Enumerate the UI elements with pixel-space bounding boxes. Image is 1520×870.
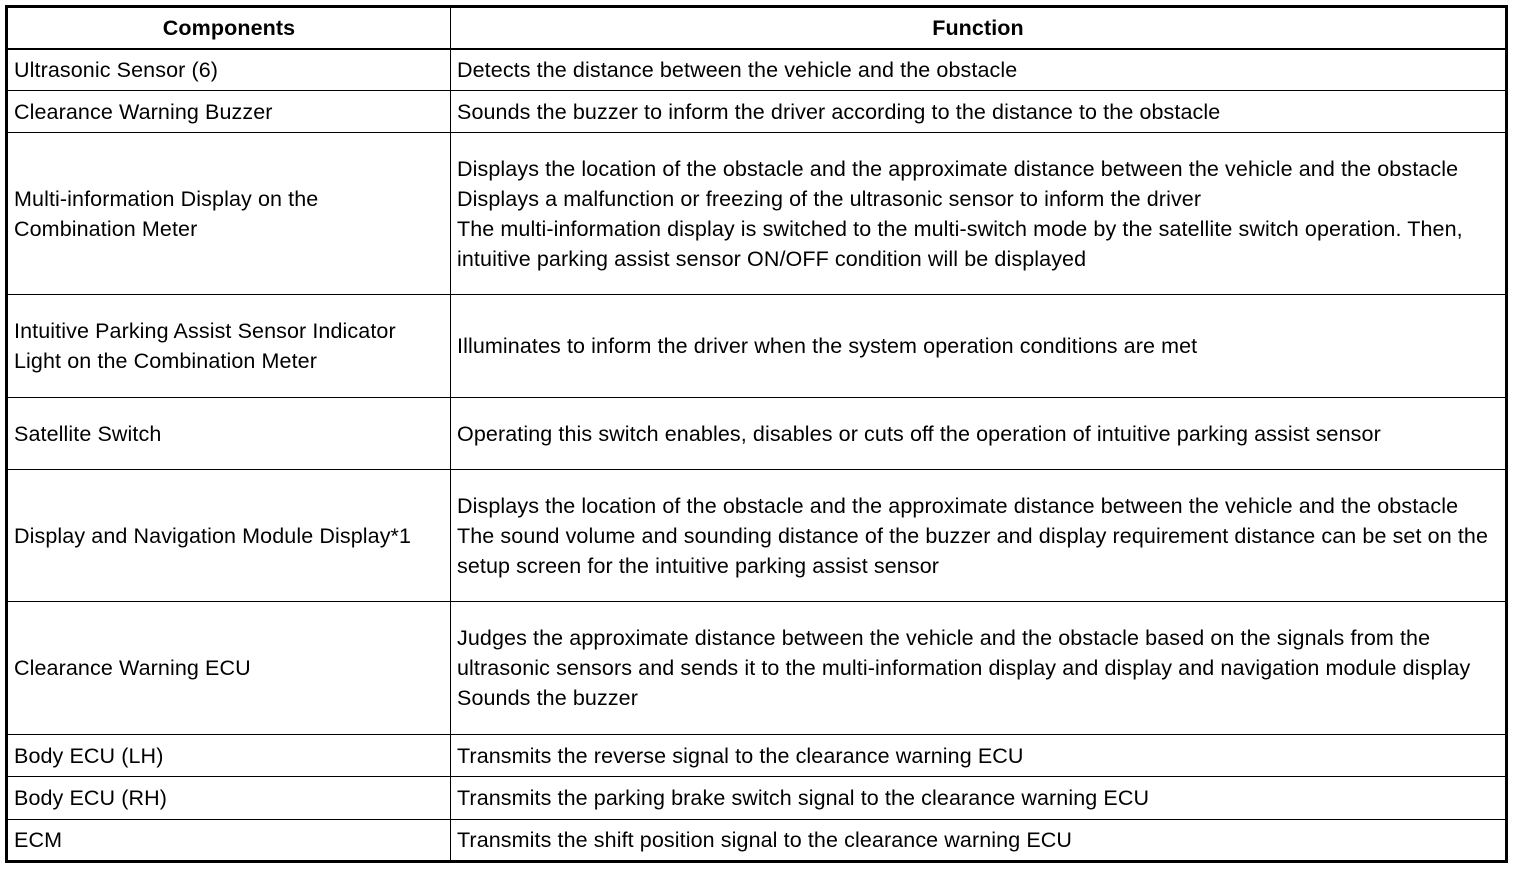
components-table-container [5,5,1508,863]
function-line: Displays the location of the obstacle and the approximate distance between the vehicle and the obstacle [457,493,1459,518]
function-cell [451,91,1507,133]
function-line: Transmits the parking brake switch signal to the clearance warning ECU [457,786,1150,810]
function-cell [451,49,1507,91]
component-cell: Display and Navigation Module Display*1 [7,470,451,602]
function-line: Sounds the buzzer [457,686,638,710]
component-cell: ECM [7,820,451,862]
function-cell [451,602,1507,735]
function-line: Operating this switch enables, disables or cuts off the operation of intuitive parking assist sensor [457,421,1381,446]
table-row [7,398,1507,470]
function-line: The multi-information display is switched to the multi-switch mode by the satellite switch operation. Then, intuitive parking assist sensor ON/OFF condition will be displayed [457,216,1463,271]
component-cell: Ultrasonic Sensor (6) [7,49,451,91]
table-row [7,820,1507,862]
function-line: Judges the approximate distance between the vehicle and the obstacle based on the signals from the ultrasonic sensors and sends it to the multi-information display and display and navigation module display [457,626,1471,680]
function-cell [451,398,1507,470]
function-line: Detects the distance between the vehicle and the obstacle [457,57,1018,82]
function-cell [451,735,1507,777]
component-cell: Body ECU (RH) [7,777,451,820]
function-cell [451,777,1507,820]
function-line: Transmits the reverse signal to the clearance warning ECU [457,743,1024,768]
table-row [7,49,1507,91]
component-cell: Clearance Warning Buzzer [7,91,451,133]
function-line: Displays the location of the obstacle and the approximate distance between the vehicle and the obstacle [457,156,1459,181]
component-cell: Satellite Switch [7,398,451,470]
function-line: Sounds the buzzer to inform the driver according to the distance to the obstacle [457,99,1221,124]
table-row [7,602,1507,735]
component-cell: Body ECU (LH) [7,735,451,777]
header-components: Components [7,7,451,49]
function-line: Transmits the shift position signal to the clearance warning ECU [457,828,1073,852]
table-row [7,777,1507,820]
function-cell [451,295,1507,398]
function-cell [451,470,1507,602]
function-line: The sound volume and sounding distance of the buzzer and display requirement distance can be set on the setup screen for the intuitive parking assist sensor [457,523,1489,578]
header-function: Function [451,7,1507,49]
table-row [7,133,1507,295]
table-row [7,91,1507,133]
function-cell [451,820,1507,862]
header-row [7,7,1507,49]
function-cell [451,133,1507,295]
function-line: Displays a malfunction or freezing of the ultrasonic sensor to inform the driver [457,186,1202,211]
table-row [7,470,1507,602]
components-function-table [5,5,1508,863]
table-row [7,295,1507,398]
table-row [7,735,1507,777]
function-line: Illuminates to inform the driver when the system operation conditions are met [457,334,1198,358]
component-cell: Intuitive Parking Assist Sensor Indicator Light on the Combination Meter [7,295,451,398]
component-cell: Clearance Warning ECU [7,602,451,735]
component-cell: Multi-information Display on the Combination Meter [7,133,451,295]
